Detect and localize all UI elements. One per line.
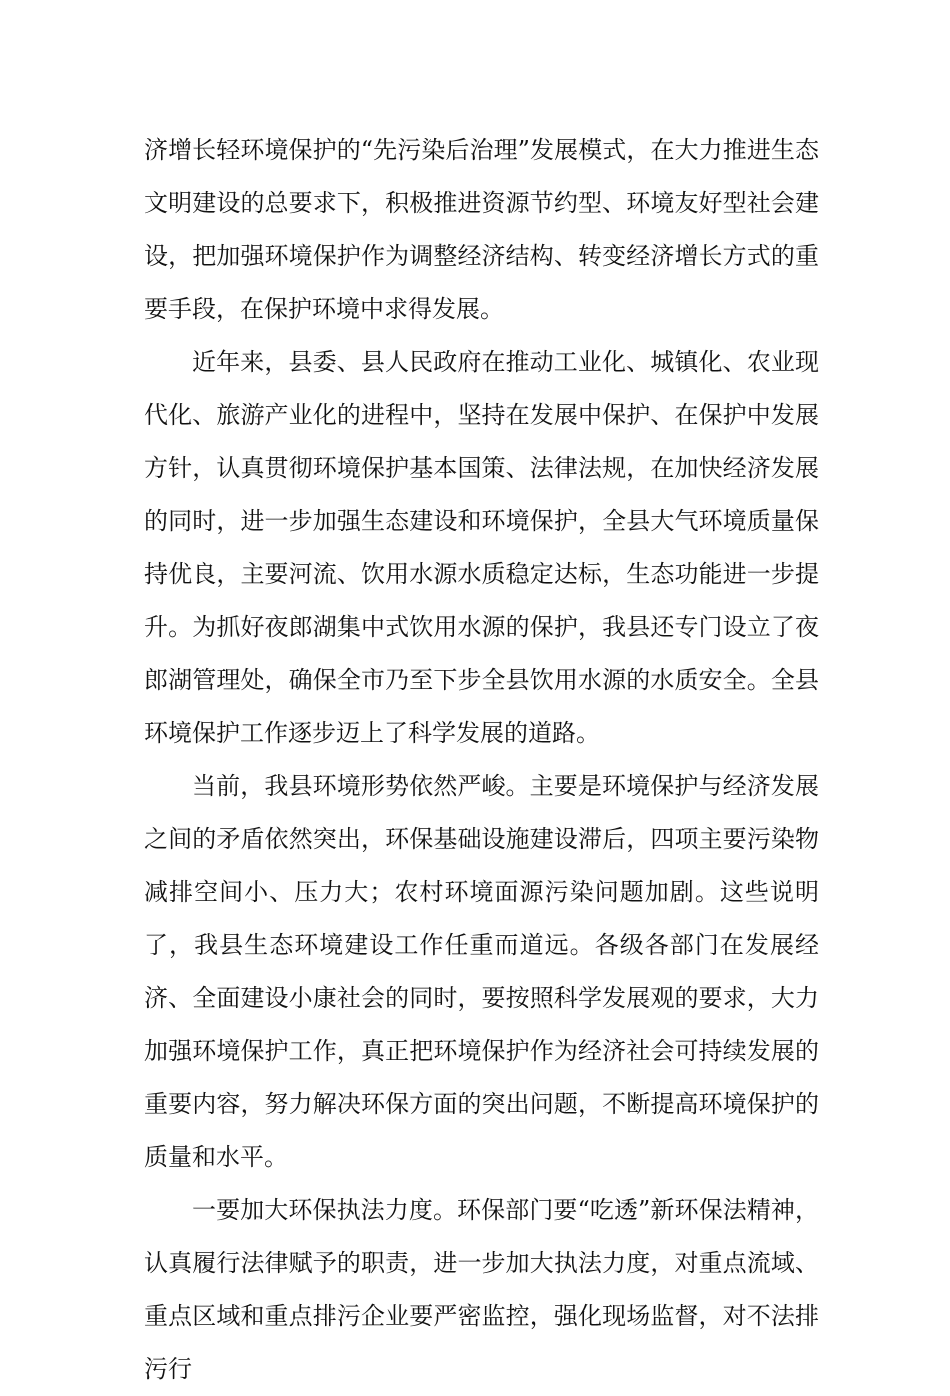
document-body xyxy=(144,124,819,1396)
paragraph-2: 近年来，县委、县人民政府在推动工业化、城镇化、农业现代化、旅游产业化的进程中，坚持在发展中保护、在保护中发展方针，认真贯彻环境保护基本国策、法律法规，在加快经济发展的同时，进一步加强生态建设和环境保护，全县大气环境质量保持优良，主要河流、饮用水源水质稳定达标，生态功能进一步提升。为抓好夜郎湖集中式饮用水源的保护，我县还专门设立了夜郎湖管理处，确保全市乃至下步全县饮用水源的水质安全。全县环境保护工作逐步迈上了科学发展的道路。 xyxy=(144,348,819,747)
paragraph-1: 济增长轻环境保护的“先污染后治理”发展模式，在大力推进生态文明建设的总要求下，积极推进资源节约型、环境友好型社会建设，把加强环境保护作为调整经济结构、转变经济增长方式的重要手段，在保护环境中求得发展。 xyxy=(144,136,819,323)
paragraph-4: 一要加大环保执法力度。环保部门要“吃透”新环保法精神，认真履行法律赋予的职责，进一步加大执法力度，对重点流域、重点区域和重点排污企业要严密监控，强化现场监督，对不法排污行 xyxy=(144,1196,819,1383)
paragraph-3: 当前，我县环境形势依然严峻。主要是环境保护与经济发展之间的矛盾依然突出，环保基础设施建设滞后，四项主要污染物减排空间小、压力大；农村环境面源污染问题加剧。这些说明了，我县生态环境建设工作任重而道远。各级各部门在发展经济、全面建设小康社会的同时，要按照科学发展观的要求，大力加强环境保护工作，真正把环境保护作为经济社会可持续发展的重要内容，努力解决环保方面的突出问题，不断提高环境保护的质量和水平。 xyxy=(144,772,819,1171)
